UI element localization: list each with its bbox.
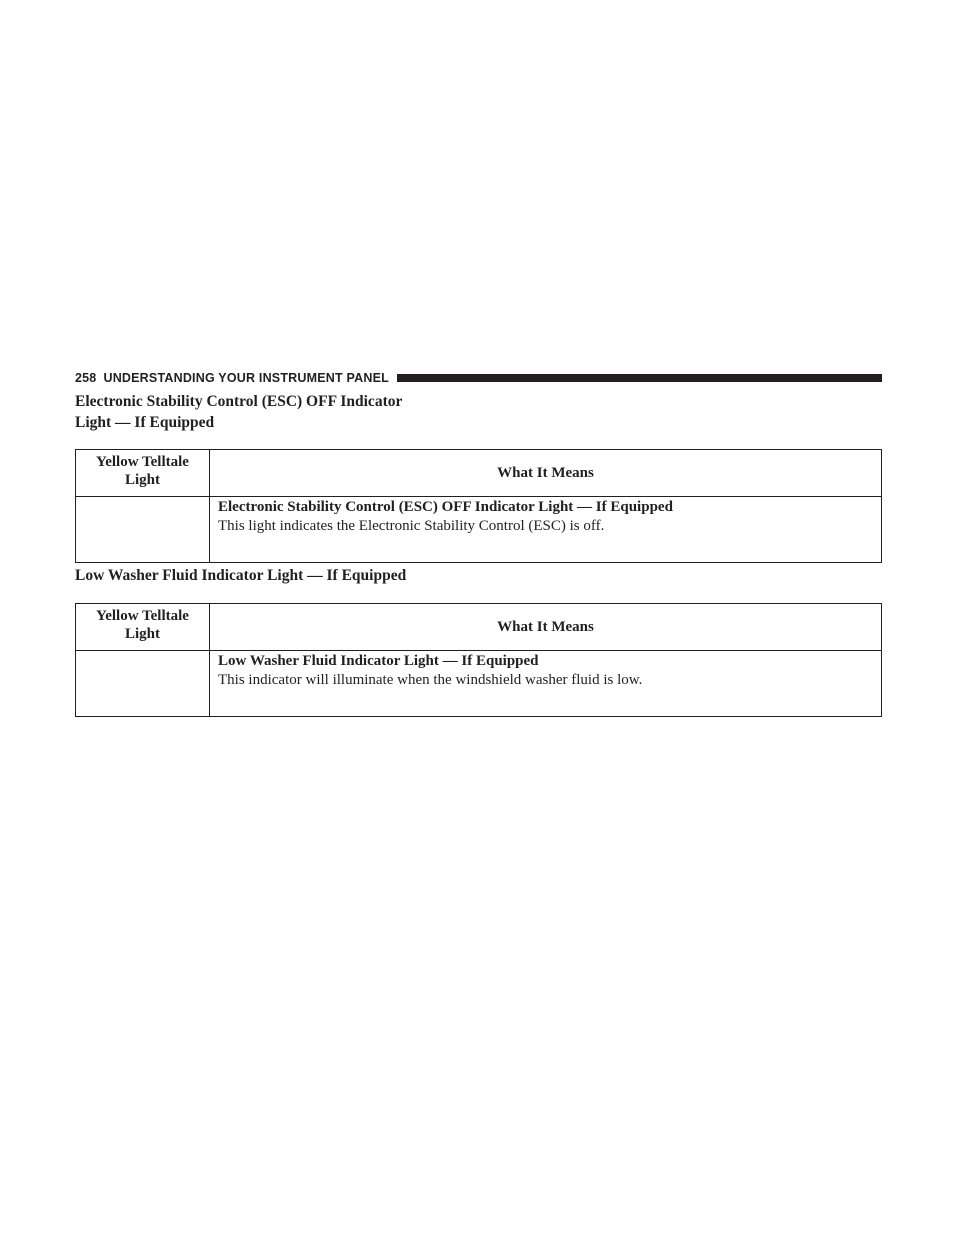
meaning-column-header: What It Means <box>210 450 882 497</box>
running-head: UNDERSTANDING YOUR INSTRUMENT PANEL <box>103 371 389 385</box>
table-row <box>76 497 882 563</box>
esc-off-table <box>75 449 882 563</box>
page-header <box>75 368 882 388</box>
header-rule <box>397 374 882 382</box>
meaning-column-header: What It Means <box>210 604 882 651</box>
page-number: 258 <box>75 371 97 385</box>
telltale-header-line1: Yellow Telltale <box>96 608 189 624</box>
telltale-icon-cell <box>76 497 210 563</box>
esc-off-heading <box>75 391 402 433</box>
telltale-header-line1: Yellow Telltale <box>96 454 189 470</box>
row-title: Electronic Stability Control (ESC) OFF Indicator Light — If Equipped <box>218 499 673 515</box>
row-description: This indicator will illuminate when the windshield washer fluid is low. <box>218 672 643 688</box>
telltale-header-line2: Light <box>124 472 160 488</box>
esc-off-heading-line1: Electronic Stability Control (ESC) OFF Indicator <box>75 393 403 410</box>
telltale-icon-cell <box>76 651 210 717</box>
telltale-column-header <box>76 450 210 497</box>
table-row <box>76 651 882 717</box>
table-header-row <box>76 450 882 497</box>
table-header-row <box>76 604 882 651</box>
row-description: This light indicates the Electronic Stability Control (ESC) is off. <box>218 518 605 534</box>
meaning-cell <box>210 497 882 563</box>
esc-off-heading-line2: Light — If Equipped <box>75 414 215 431</box>
telltale-column-header <box>76 604 210 651</box>
telltale-header-line2: Light <box>124 626 160 642</box>
low-washer-fluid-heading: Low Washer Fluid Indicator Light — If Equipped <box>75 567 407 584</box>
row-title: Low Washer Fluid Indicator Light — If Equipped <box>218 653 539 669</box>
meaning-cell <box>210 651 882 717</box>
low-washer-fluid-table <box>75 603 882 717</box>
